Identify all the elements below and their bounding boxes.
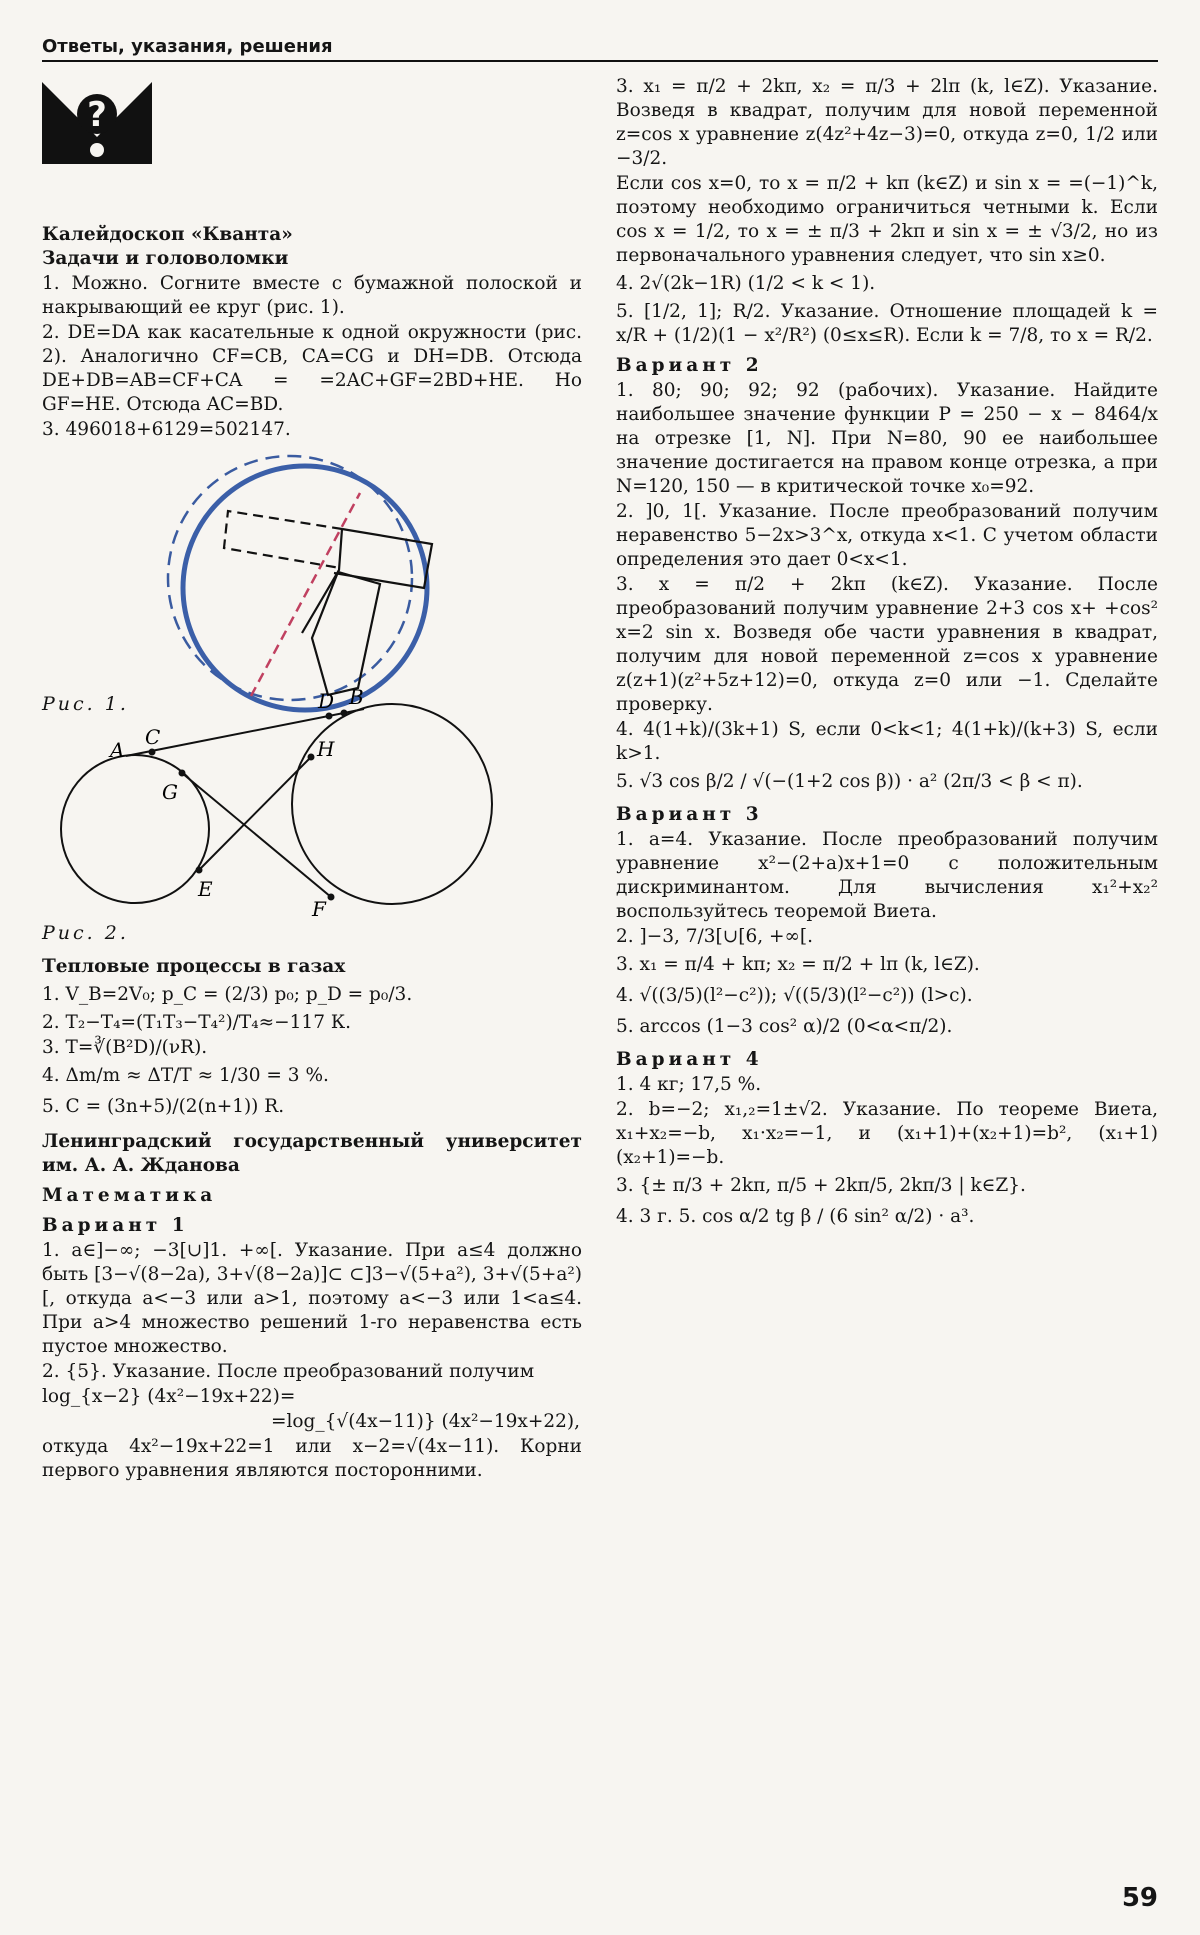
right-paragraph: 4. √((3/5)(l²−c²)); √((5/3)(l²−c²)) (l>c). xyxy=(616,985,973,1006)
right-paragraph: Если cos x=0, то x = π/2 + kπ (k∈Z) и sin x = =(−1)^k, поэтому необходимо ограничиться четными k. Если cos x = 1/2, то x = ± π/3 + 2kπ и sin x = ± √3/2, но из первоначального уравнения следует, что sin x≥0. xyxy=(616,173,1158,266)
left-paragraph: Вариант 1 xyxy=(42,1215,189,1236)
right-paragraph: 2. b=−2; x₁,₂=1±√2. Указание. По теореме Виета, x₁+x₂=−b, x₁·x₂=−1, и (x₁+1)+(x₂+1)=b², (x₁+1)(x₂+1)=−b. xyxy=(616,1099,1158,1168)
right-paragraph: Вариант 4 xyxy=(616,1049,763,1070)
fig2-label-A: A xyxy=(110,738,125,762)
fig2-caption: Рис. 2. xyxy=(42,922,129,944)
right-paragraph: 5. [1/2, 1]; R/2. Указание. Отношение площадей k = x/R + (1/2)(1 − x²/R²) (0≤x≤R). Если k = 7/8, то x = R/2. xyxy=(616,301,1158,346)
right-paragraph: 2. ]−3, 7/3[∪[6, +∞[. xyxy=(616,926,814,947)
left-paragraph: 2. T₂−T₄=(T₁T₃−T₄²)/T₄≈−117 К. xyxy=(42,1012,352,1033)
header-title: Ответы, указания, решения xyxy=(42,36,333,57)
right-paragraph: Вариант 2 xyxy=(616,355,763,376)
left-column xyxy=(42,75,582,1484)
right-paragraph: 3. {± π/3 + 2kπ, π/5 + 2kπ/5, 2kπ/3 | k∈Z}. xyxy=(616,1175,1026,1196)
fig1-drawing xyxy=(42,448,582,710)
right-paragraph: 1. a=4. Указание. После преобразований получим уравнение x²−(2+a)x+1=0 с положительным дискриминантом. Для вычисления x₁²+x₂² воспользуйтесь теоремой Виета. xyxy=(616,829,1158,922)
left-paragraph: 3. T=∛(B²D)/(νR). xyxy=(42,1037,208,1058)
right-paragraph: Вариант 3 xyxy=(616,804,763,825)
left-paragraph: =log_{√(4x−11)} (4x²−19x+22), xyxy=(271,1411,580,1432)
left-paragraph: 2. {5}. Указание. После преобразований получим xyxy=(42,1361,535,1382)
fig2-label-H: H xyxy=(317,737,335,761)
left-paragraph: 1. Можно. Согните вместе с бумажной полоской и накрывающий ее круг (рис. 1). xyxy=(42,273,582,318)
fig1-strip-left-dashed xyxy=(224,511,342,568)
page-number: 59 xyxy=(1121,1883,1158,1913)
left-paragraph: 5. C = (3n+5)/(2(n+1)) R. xyxy=(42,1096,285,1117)
fig1-dashed-circle xyxy=(168,456,412,700)
right-paragraph: 2. ]0, 1[. Указание. После преобразований получим неравенство 5−2x>3^x, откуда x<1. С учетом области определения это дает 0<x<1. xyxy=(616,501,1158,570)
left-paragraph: Математика xyxy=(42,1185,217,1206)
fig1-fold xyxy=(302,529,342,633)
right-paragraph: 3. x₁ = π/2 + 2kπ, x₂ = π/3 + 2lπ (k, l∈Z). Указание. Возведя в квадрат, получим для новой переменной z=cos x уравнение z(4z²+4z−3)=0, откуда z=0, 1/2 или −3/2. xyxy=(616,76,1158,169)
right-paragraph: 5. arccos (1−3 cos² α)/2 (0<α<π/2). xyxy=(616,1016,953,1037)
right-paragraph: 1. 80; 90; 92; 92 (рабочих). Указание. Найдите наибольшее значение функции P = 250 − x − 8464/x на отрезке [1, N]. При N=80, 90 ее наибольшее значение достигается на правом конце отрезка, а при N=120, 150 — в критической точке x₀=92. xyxy=(616,380,1158,497)
figure-1 xyxy=(42,448,582,710)
fig2-label-C: C xyxy=(145,725,161,749)
left-paragraph: log_{x−2} (4x²−19x+22)= xyxy=(42,1386,296,1407)
right-paragraph: 3. x₁ = π/4 + kπ; x₂ = π/2 + lπ (k, l∈Z). xyxy=(616,954,980,975)
right-paragraph: 1. 4 кг; 17,5 %. xyxy=(616,1074,762,1095)
left-paragraph: 1. V_B=2V₀; p_C = (2/3) p₀; p_D = p₀/3. xyxy=(42,984,413,1005)
left-paragraph: откуда 4x²−19x+22=1 или x−2=√(4x−11). Корни первого уравнения являются посторонними. xyxy=(42,1436,582,1481)
right-paragraph: 4. 4(1+k)/(3k+1) S, если 0<k<1; 4(1+k)/(k+3) S, если k>1. xyxy=(616,719,1158,764)
fig2-label-D: D xyxy=(318,689,335,713)
fig2-label-B: B xyxy=(349,685,364,709)
fig1-solid-circle xyxy=(183,466,427,710)
left-paragraph: Калейдоскоп «Кванта» Задачи и головоломки xyxy=(42,224,293,269)
svg-text:?: ? xyxy=(87,95,107,135)
left-paragraph: 2. DE=DA как касательные к одной окружности (рис. 2). Аналогично CF=CB, CA=CG и DH=DB. Отсюда DE+DB=AB=CF+CA = =2AC+GF=2BD+HE. Но GF=HE. Отсюда AC=BD. xyxy=(42,322,582,415)
right-column xyxy=(616,75,1158,1233)
right-paragraph: 4. 2√(2k−1R) (1/2 < k < 1). xyxy=(616,273,876,294)
right-paragraph: 5. √3 cos β/2 / √(−(1+2 cos β)) · a² (2π/3 < β < π). xyxy=(616,771,1083,792)
fig1-caption: Рис. 1. xyxy=(42,693,129,715)
figure-2 xyxy=(42,685,582,921)
fig2-tangent-eh xyxy=(199,757,311,870)
fig2-label-E: E xyxy=(198,877,213,901)
left-paragraph: Ленинградский государственный университет им. А. А. Жданова xyxy=(42,1131,582,1176)
right-paragraph: 4. 3 г. 5. cos α/2 tg β / (6 sin² α/2) · a³. xyxy=(616,1206,975,1227)
fig2-drawing xyxy=(42,685,582,921)
left-paragraph: 4. Δm/m ≈ ΔT/T ≈ 1/30 = 3 %. xyxy=(42,1065,329,1086)
fig1-strip-down xyxy=(312,572,380,695)
fig2-label-F: F xyxy=(312,897,326,921)
page-header xyxy=(42,36,1158,62)
left-paragraph: 1. a∈]−∞; −3[∪]1. +∞[. Указание. При a≤4 должно быть [3−√(8−2a), 3+√(8−2a)]⊂ ⊂]3−√(5+a²), 3+√(5+a²)[, откуда a<−3 или a>1, поэтому a<−3 или 1<a≤4. При a>4 множество решений 1-го неравенства есть пустое множество. xyxy=(42,1240,582,1357)
left-paragraph: 3. 496018+6129=502147. xyxy=(42,419,291,440)
fig2-label-G: G xyxy=(162,780,178,804)
right-paragraph: 3. x = π/2 + 2kπ (k∈Z). Указание. После преобразований получим уравнение 2+3 cos x+ +cos² x=2 sin x. Возведя обе части уравнения в квадрат, получим для новой переменной z=cos x уравнение z(z+1)(z²+5z+12)=0, откуда z=0 или −1. Сделайте проверку. xyxy=(616,574,1158,715)
fig2-large-circle xyxy=(292,704,492,904)
left-paragraph: Тепловые процессы в газах xyxy=(42,956,346,977)
